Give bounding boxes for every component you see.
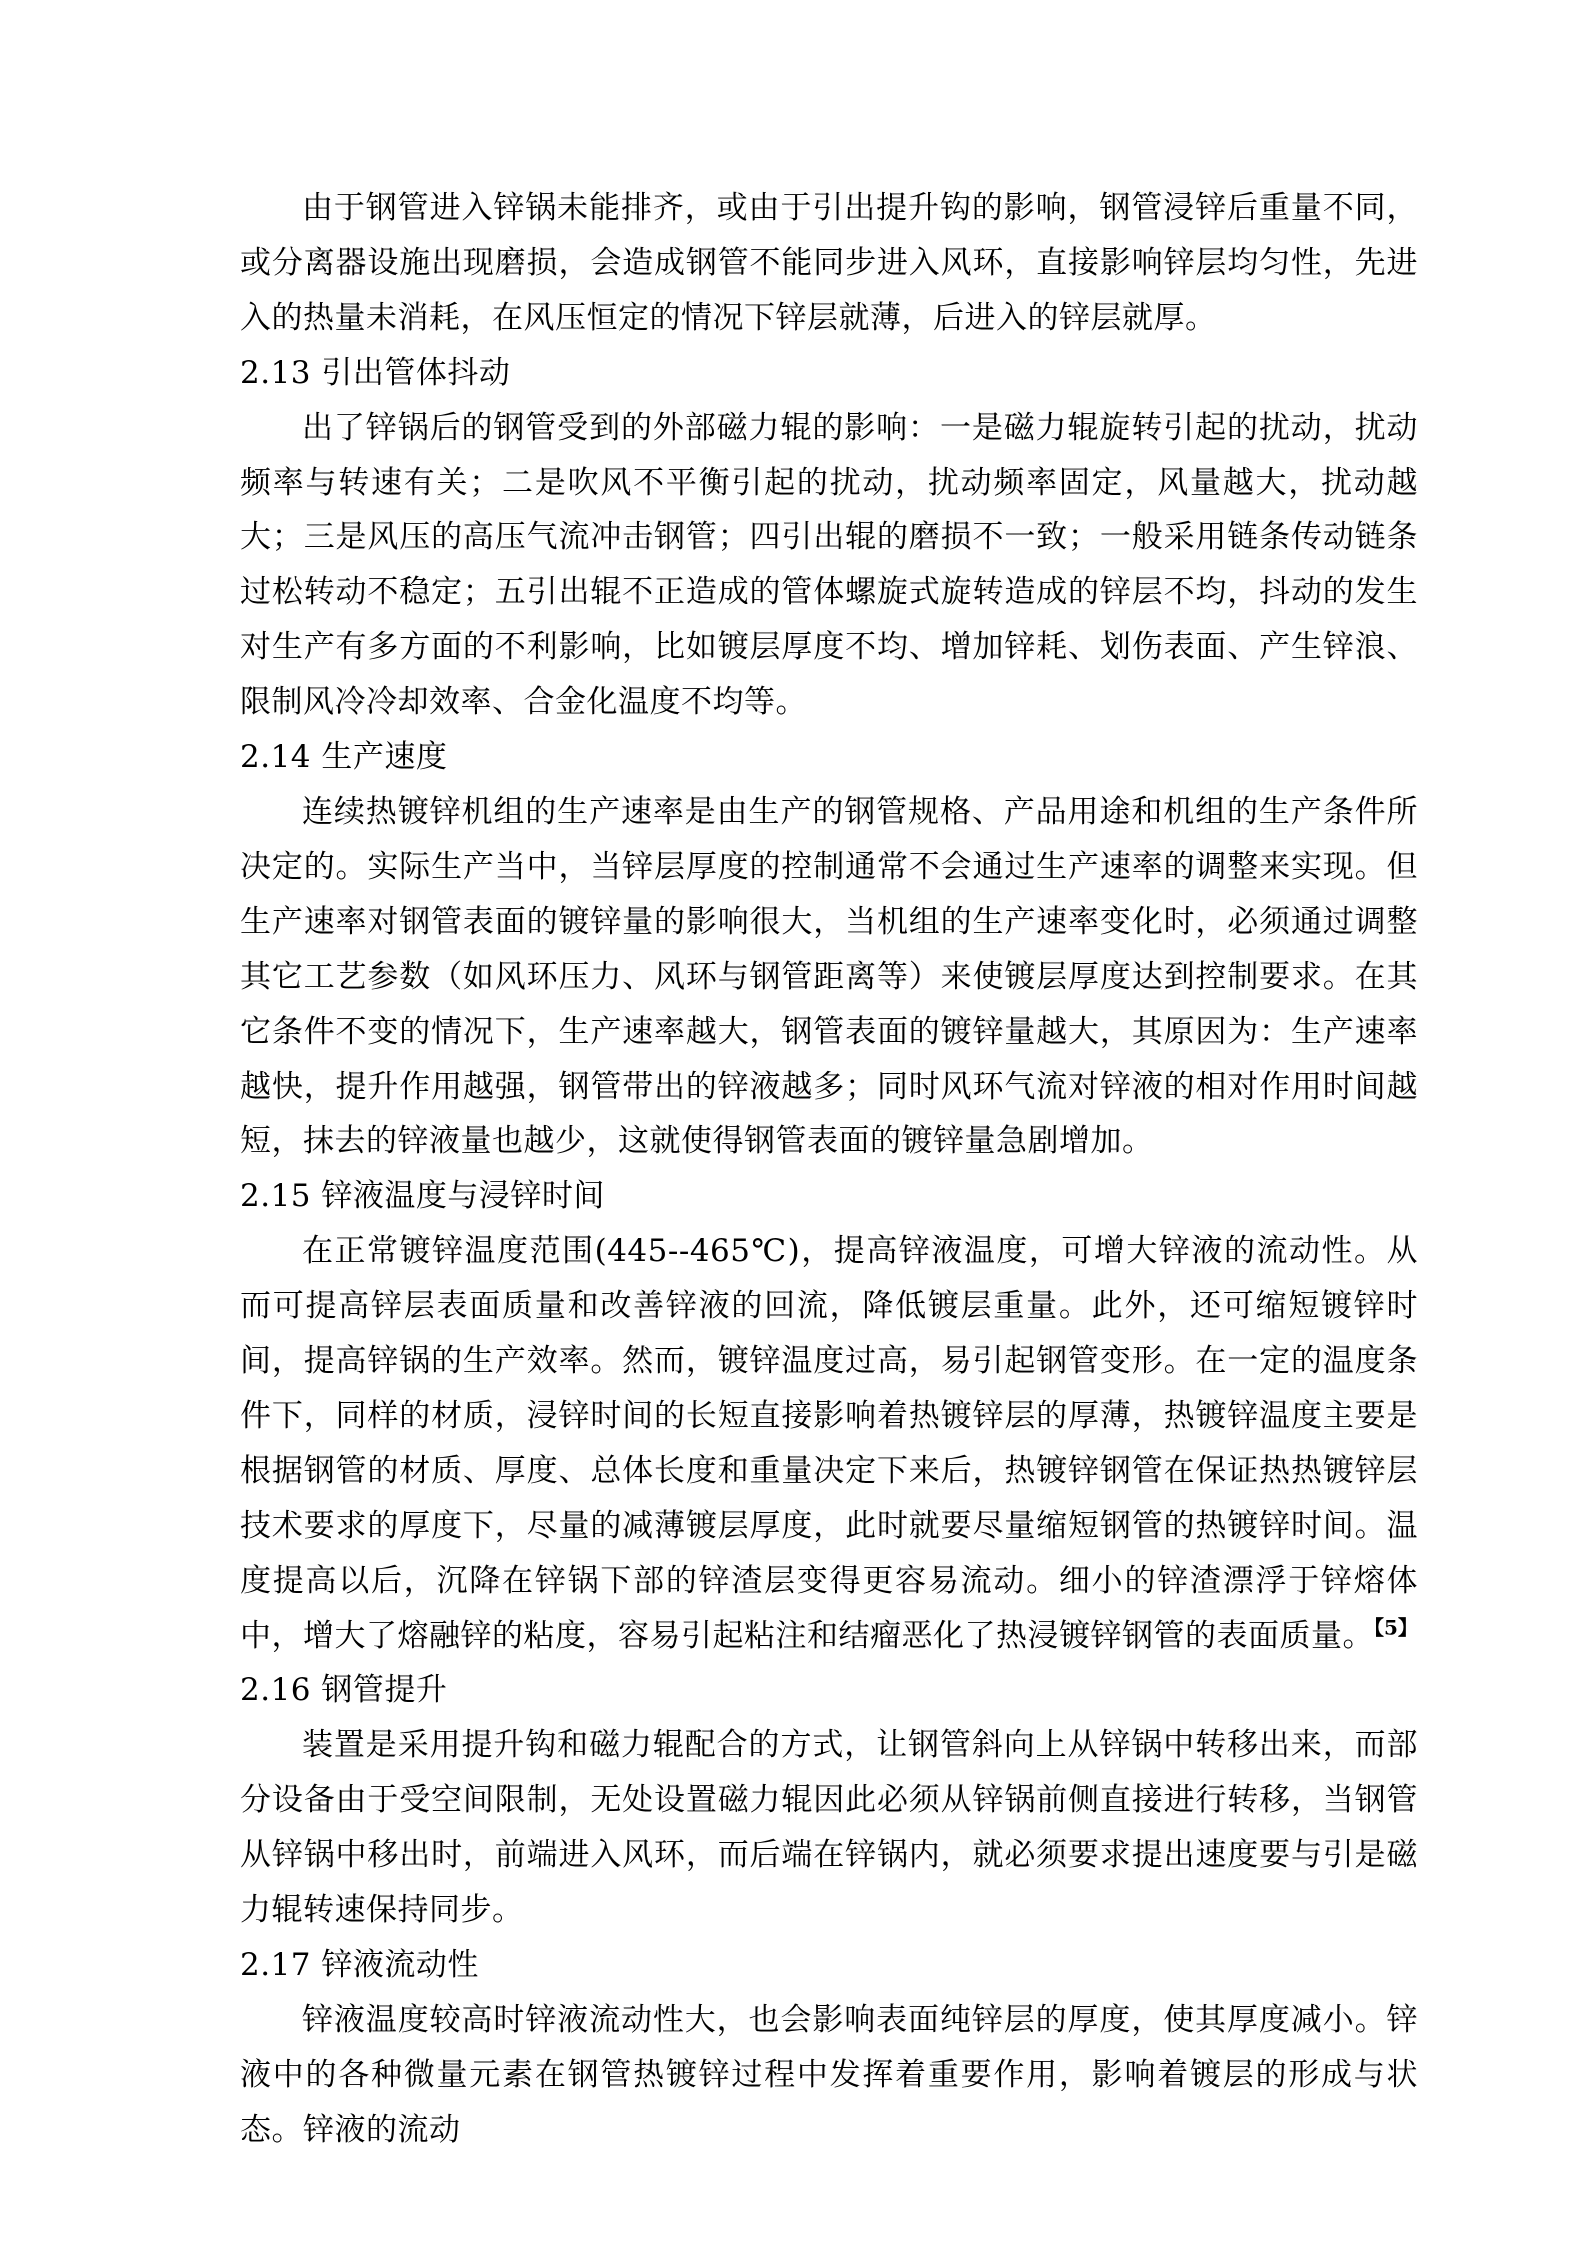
section-heading-2-15: 2.15 锌液温度与浸锌时间 — [240, 1178, 605, 1215]
section-heading-2-13: 2.13 引出管体抖动 — [240, 354, 511, 391]
section-heading-2-16: 2.16 钢管提升 — [240, 1672, 448, 1709]
paragraph-zinc-temperature-immersion-time — [240, 1224, 1418, 1663]
paragraph-text: 在正常镀锌温度范围(445--465℃)，提高锌液温度，可增大锌液的流动性。从而可提高锌层表面质量和改善锌液的回流，降低镀层重量。此外，还可缩短镀锌时间，提高锌锅的生产效率。然而，镀锌温度过高，易引起钢管变形。在一定的温度条件下，同样的材质，浸锌时间的长短直接影响着热镀锌层的厚薄，热镀锌温度主要是根据钢管的材质、厚度、总体长度和重量决定下来后，热镀锌钢管在保证热热镀锌层技术要求的厚度下，尽量的减薄镀层厚度，此时就要尽量缩短钢管的热镀锌时间。温度提高以后，沉降在锌锅下部的锌渣层变得更容易流动。细小的锌渣漂浮于锌熔体中，增大了熔融锌的粘度，容易引起粘注和结瘤恶化了热浸镀锌钢管的表面质量。 — [240, 1233, 1418, 1654]
paragraph-zinc-fluidity: 锌液温度较高时锌液流动性大，也会影响表面纯锌层的厚度，使其厚度减小。锌液中的各种微量元素在钢管热镀锌过程中发挥着重要作用，影响着镀层的形成与状态。锌液的流动 — [240, 2001, 1418, 2148]
citation-ref-5: 【5】 — [1374, 1615, 1418, 1640]
paragraph-pipe-body-vibration: 出了锌锅后的钢管受到的外部磁力辊的影响：一是磁力辊旋转引起的扰动，扰动频率与转速有关；二是吹风不平衡引起的扰动，扰动频率固定，风量越大，扰动越大；三是风压的高压气流冲击钢管；四引出辊的磨损不一致；一般采用链条传动链条过松转动不稳定；五引出辊不正造成的管体螺旋式旋转造成的锌层不均，抖动的发生对生产有多方面的不利影响，比如镀层厚度不均、增加锌耗、划伤表面、产生锌浪、限制风冷冷却效率、合金化温度不均等。 — [240, 409, 1418, 721]
paragraph-pipe-entry-alignment: 由于钢管进入锌锅未能排齐，或由于引出提升钩的影响，钢管浸锌后重量不同，或分离器设施出现磨损，会造成钢管不能同步进入风环，直接影响锌层均匀性，先进入的热量未消耗，在风压恒定的情况下锌层就薄，后进入的锌层就厚。 — [240, 190, 1418, 336]
paragraph-production-speed: 连续热镀锌机组的生产速率是由生产的钢管规格、产品用途和机组的生产条件所决定的。实际生产当中，当锌层厚度的控制通常不会通过生产速率的调整来实现。但生产速率对钢管表面的镀锌量的影响很大，当机组的生产速率变化时，必须通过调整其它工艺参数（如风环压力、风环与钢管距离等）来使镀层厚度达到控制要求。在其它条件不变的情况下，生产速率越大，钢管表面的镀锌量越大，其原因为：生产速率越快，提升作用越强，钢管带出的锌液越多；同时风环气流对锌液的相对作用时间越短，抹去的锌液量也越少，这就使得钢管表面的镀锌量急剧增加。 — [240, 793, 1418, 1160]
page-content — [240, 181, 1418, 2158]
section-heading-2-14: 2.14 生产速度 — [240, 739, 448, 776]
section-heading-2-17: 2.17 锌液流动性 — [240, 1947, 479, 1983]
paragraph-pipe-lifting: 装置是采用提升钩和磁力辊配合的方式，让钢管斜向上从锌锅中转移出来，而部分设备由于受空间限制，无处设置磁力辊因此必须从锌锅前侧直接进行转移，当钢管从锌锅中移出时，前端进入风环，而后端在锌锅内，就必须要求提出速度要与引是磁力辊转速保持同步。 — [240, 1727, 1418, 1929]
